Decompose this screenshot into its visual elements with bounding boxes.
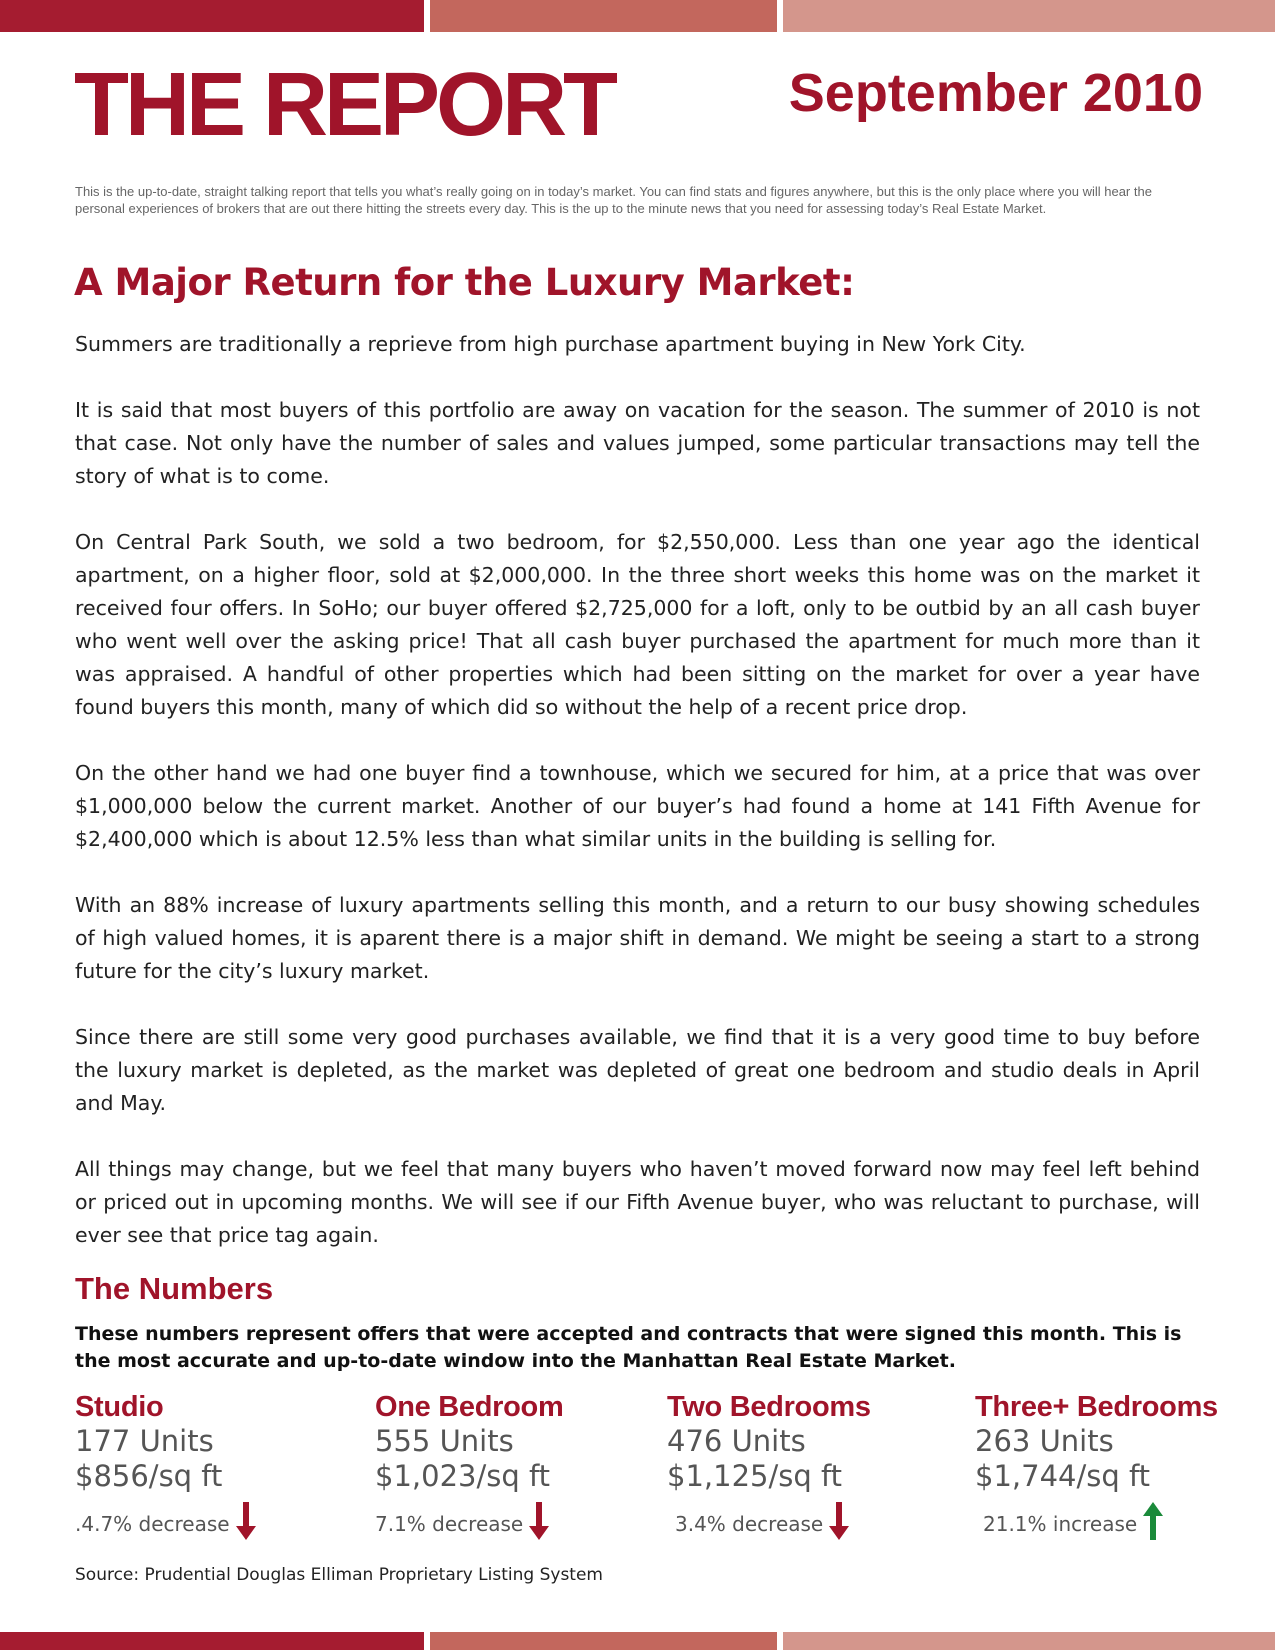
- arrow-down-icon: [529, 1502, 549, 1546]
- article-paragraph: On Central Park South, we sold a two bedroom, for $2,550,000. Less than one year ago the identical apartment, on a higher floor, sold at $2,000,000. In the three short weeks this home was on the market it received four offers. In SoHo; our buyer offered $2,725,000 for a loft, only to be outbid by an all cash buyer who went well over the asking price! That all cash buyer purchased the apartment for much more than it was appraised. A handful of other properties which had been sitting on the market for over a year have found buyers this month, many of which did so without the help of a recent price drop.: [75, 530, 1200, 719]
- stat-change-text: 7.1% decrease: [375, 1512, 524, 1536]
- stat-units: 263 Units: [975, 1424, 1114, 1458]
- article-paragraph: Since there are still some very good purchases available, we find that it is a very good time to buy before the luxury market is depleted, as the market was depleted of great one bedroom and studio deals in April and May.: [75, 1025, 1200, 1115]
- stat-price: $1,023/sq ft: [375, 1459, 551, 1493]
- arrow-down-icon: [829, 1502, 849, 1546]
- arrow-down-icon: [236, 1502, 256, 1546]
- stat-change: [667, 1502, 871, 1546]
- stat-price: $856/sq ft: [75, 1459, 223, 1493]
- stat-price: $1,125/sq ft: [667, 1459, 843, 1493]
- stat-three-plus-bedrooms: [975, 1390, 1218, 1546]
- top-bar-segment-3: [783, 0, 1275, 32]
- article-paragraph: It is said that most buyers of this portfolio are away on vacation for the season. The summer of 2010 is not that case. Not only have the number of sales and values jumped, some particular transactions may tell the story of what is to come.: [75, 398, 1200, 488]
- stat-units: 476 Units: [667, 1424, 806, 1458]
- source-note: Source: Prudential Douglas Elliman Proprietary Listing System: [75, 1565, 603, 1585]
- stat-two-bedrooms: [667, 1390, 871, 1546]
- stat-units: 555 Units: [375, 1424, 514, 1458]
- bottom-bar-segment-2: [430, 1632, 777, 1650]
- article-paragraph: Summers are traditionally a reprieve from high purchase apartment buying in New York City.: [75, 332, 1026, 356]
- stat-label: Three+ Bedrooms: [975, 1391, 1218, 1423]
- article-paragraph: With an 88% increase of luxury apartments selling this month, and a return to our busy showing schedules of high valued homes, it is aparent there is a major shift in demand. We might be seeing a start to a strong future for the city’s luxury market.: [75, 893, 1200, 983]
- article-paragraph: On the other hand we had one buyer find a townhouse, which we secured for him, at a price that was over $1,000,000 below the current market. Another of our buyer’s had found a home at 141 Fifth Avenue for $2,400,000 which is about 12.5% less than what similar units in the building is selling for.: [75, 761, 1200, 851]
- stat-units: 177 Units: [75, 1424, 214, 1458]
- stat-change-text: 3.4% decrease: [675, 1512, 824, 1536]
- top-bar-segment-1: [0, 0, 424, 32]
- stat-label: Studio: [75, 1391, 164, 1423]
- article-paragraph: All things may change, but we feel that many buyers who haven’t moved forward now may feel left behind or priced out in upcoming months. We will see if our Fifth Avenue buyer, who was reluctant to purchase, will ever see that price tag again.: [75, 1157, 1200, 1247]
- report-intro: This is the up-to-date, straight talking report that tells you what’s really going on in today’s market. You can find stats and figures anywhere, but this is the only place where you will hear the personal experiences of brokers that are out there hitting the streets every day. This is the up to the minute news that you need for assessing today’s Real Estate Market.: [75, 184, 1152, 216]
- article-headline: A Major Return for the Luxury Market:: [74, 261, 855, 304]
- stat-change: [375, 1502, 563, 1546]
- stat-one-bedroom: [375, 1390, 563, 1546]
- stat-change-text: .4.7% decrease: [75, 1512, 230, 1536]
- stat-price: $1,744/sq ft: [975, 1459, 1151, 1493]
- stat-studio: [75, 1390, 256, 1546]
- article-body: [75, 328, 1200, 1285]
- report-title: THE REPORT: [74, 55, 615, 155]
- top-bar-segment-2: [430, 0, 777, 32]
- bottom-bar-segment-3: [783, 1632, 1275, 1650]
- stat-change-text: 21.1% increase: [983, 1512, 1138, 1536]
- numbers-intro: These numbers represent offers that were accepted and contracts that were signed this month. This is the most accurate and up-to-date window into the Manhattan Real Estate Market.: [75, 1323, 1182, 1372]
- report-date: September 2010: [788, 63, 1203, 123]
- arrow-up-icon: [1143, 1502, 1163, 1546]
- stat-label: Two Bedrooms: [667, 1391, 871, 1423]
- numbers-title: The Numbers: [75, 1271, 274, 1306]
- stat-change: [975, 1502, 1218, 1546]
- stat-label: One Bedroom: [375, 1391, 564, 1423]
- stat-change: [75, 1502, 256, 1546]
- bottom-bar-segment-1: [0, 1632, 424, 1650]
